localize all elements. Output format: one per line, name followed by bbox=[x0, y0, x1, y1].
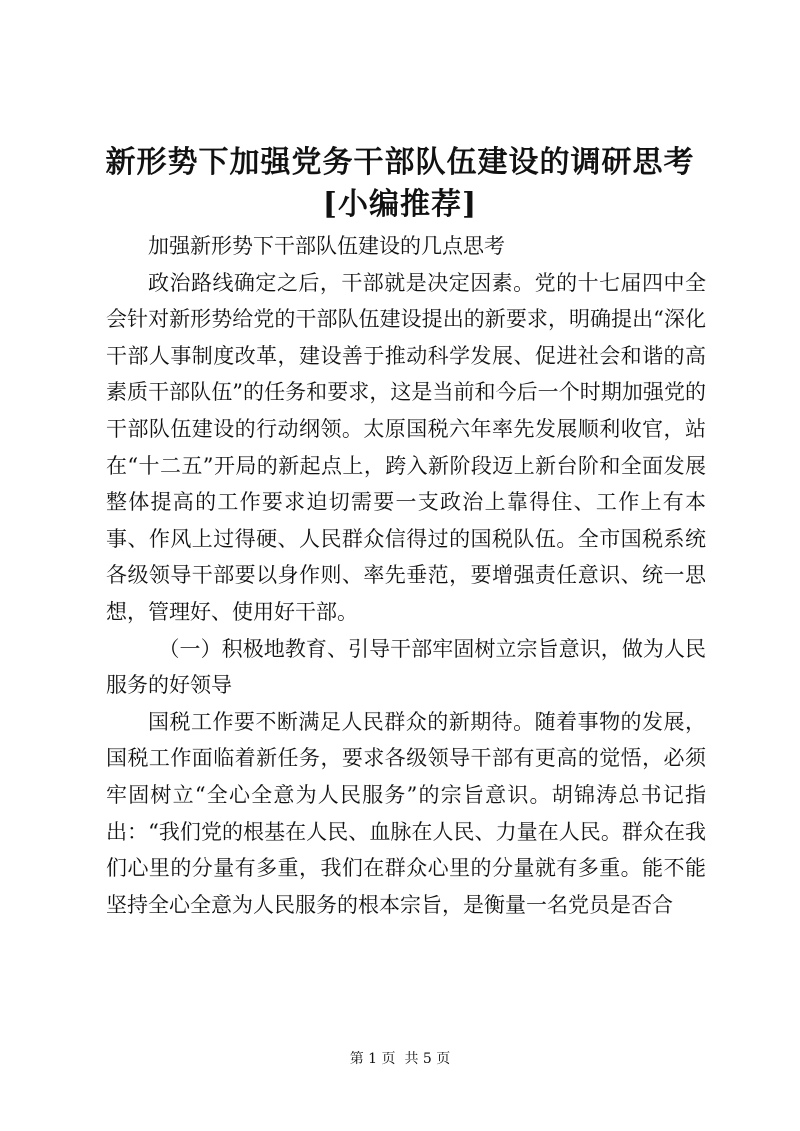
document-body bbox=[106, 228, 706, 923]
page-footer: 第 1 页 共 5 页 bbox=[349, 1051, 451, 1067]
section-heading-paragraph: （一）积极地教育、引导干部牢固树立宗旨意识，做为人民服务的好领导 bbox=[106, 636, 706, 698]
body-paragraph: 国税工作要不断满足人民群众的新期待。随着事物的发展，国税工作面临着新任务，要求各级领导干部有更高的觉悟，必须牢固树立“全心全意为人民服务”的宗旨意识。胡锦涛总书记指出：“我们党的根基在人民、血脉在人民、力量在人民。群众在我们心里的分量有多重，我们在群众心里的分量就有多重。能不能坚持全心全意为人民服务的根本宗旨，是衡量一名党员是否合 bbox=[106, 709, 706, 917]
document-title-line-1: 新形势下加强党务干部队伍建设的调研思考 bbox=[105, 145, 695, 180]
body-paragraph: 政治路线确定之后，干部就是决定因素。党的十七届四中全会针对新形势给党的干部队伍建设提出的新要求，明确提出“深化干部人事制度改革，建设善于推动科学发展、促进社会和谐的高素质干部队伍”的任务和要求，这是当前和今后一个时期加强党的干部队伍建设的行动纲领。太原国税六年率先发展顺利收官，站在“十二五”开局的新起点上，跨入新阶段迈上新台阶和全面发展整体提高的工作要求迫切需要一支政治上靠得住、工作上有本事、作风上过得硬、人民群众信得过的国税队伍。全市国税系统各级领导干部要以身作则、率先垂范，要增强责任意识、统一思想，管理好、使用好干部。 bbox=[106, 270, 706, 624]
document-title-line-2: [小编推荐] bbox=[322, 187, 478, 222]
subtitle-paragraph: 加强新形势下干部队伍建设的几点思考 bbox=[148, 234, 505, 258]
